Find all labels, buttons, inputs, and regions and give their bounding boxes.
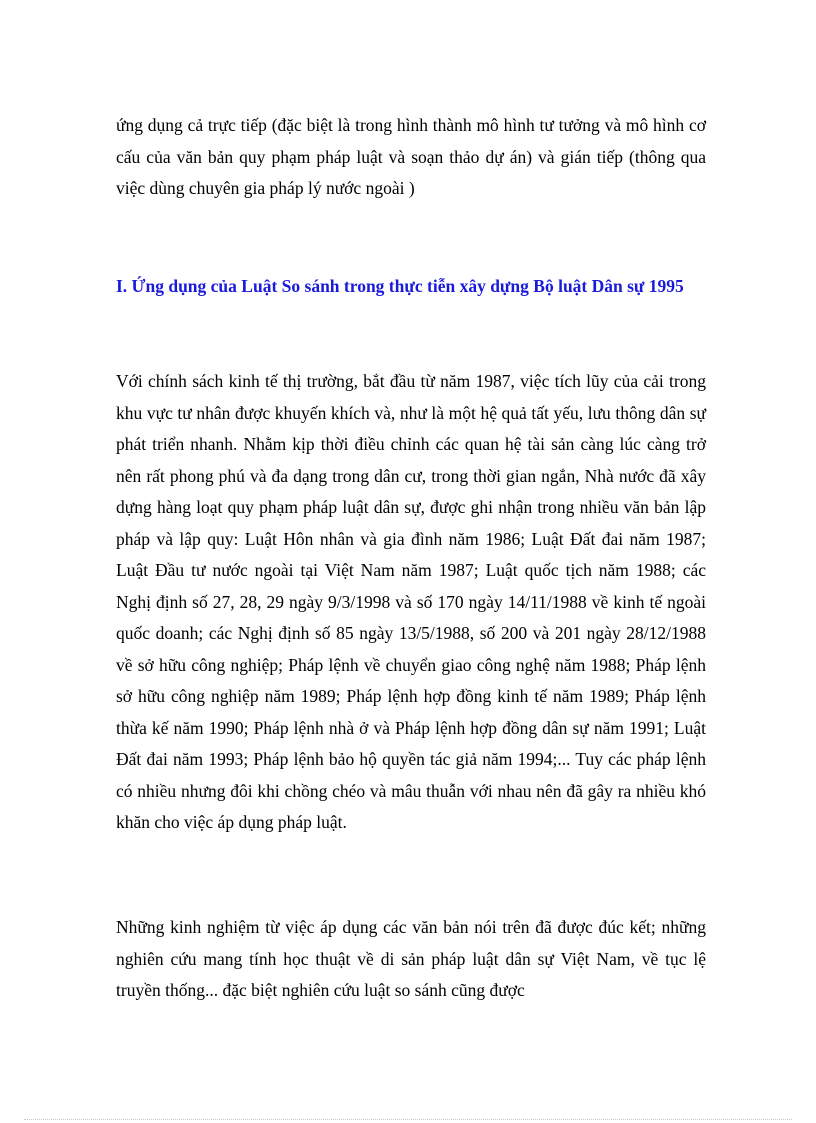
body-paragraph-civil-law-history: Với chính sách kinh tế thị trường, bắt đầu từ năm 1987, việc tích lũy của cải trong khu vực tư nhân được khuyến khích và, như là một hệ quả tất yếu, lưu thông dân sự phát triển nhanh. Nhằm kịp thời điều chỉnh các quan hệ tài sản càng lúc càng trở nên rất phong phú và đa dạng trong dân cư, trong thời gian ngắn, Nhà nước đã xây dựng hàng loạt quy phạm pháp luật dân sự, được ghi nhận trong nhiều văn bản lập pháp và lập quy: Luật Hôn nhân và gia đình năm 1986; Luật Đất đai năm 1987; Luật Đầu tư nước ngoài tại Việt Nam năm 1987; Luật quốc tịch năm 1988; các Nghị định số 27, 28, 29 ngày 9/3/1998 và số 170 ngày 14/11/1988 về kinh tế ngoài quốc doanh; các Nghị định số 85 ngày 13/5/1988, số 200 và 201 ngày 28/12/1988 về sở hữu công nghiệp; Pháp lệnh về chuyển giao công nghệ năm 1988; Pháp lệnh sở hữu công nghiệp năm 1989; Pháp lệnh hợp đồng kinh tế năm 1989; Pháp lệnh thừa kế năm 1990; Pháp lệnh nhà ở và Pháp lệnh hợp đồng dân sự năm 1991; Luật Đất đai năm 1993; Pháp lệnh bảo hộ quyền tác giả năm 1994;... Tuy các pháp lệnh có nhiều nhưng đôi khi chồng chéo và mâu thuẫn với nhau nên đã gây ra nhiều khó khăn cho việc áp dụng pháp luật. [116,371,706,832]
body-paragraph-experience: Những kinh nghiệm từ việc áp dụng các văn bản nói trên đã được đúc kết; những nghiên cứu mang tính học thuật về di sản pháp luật dân sự Việt Nam, về tục lệ truyền thống... đặc biệt nghiên cứu luật so sánh cũng được [116,917,706,1000]
intro-paragraph: ứng dụng cả trực tiếp (đặc biệt là trong hình thành mô hình tư tưởng và mô hình cơ cấu của văn bản quy phạm pháp luật và soạn thảo dự án) và gián tiếp (thông qua việc dùng chuyên gia pháp lý nước ngoài ) [116,115,706,198]
section-heading: I. Ứng dụng của Luật So sánh trong thực tiễn xây dựng Bộ luật Dân sự 1995 [116,276,684,296]
page-bottom-divider [24,1119,792,1120]
